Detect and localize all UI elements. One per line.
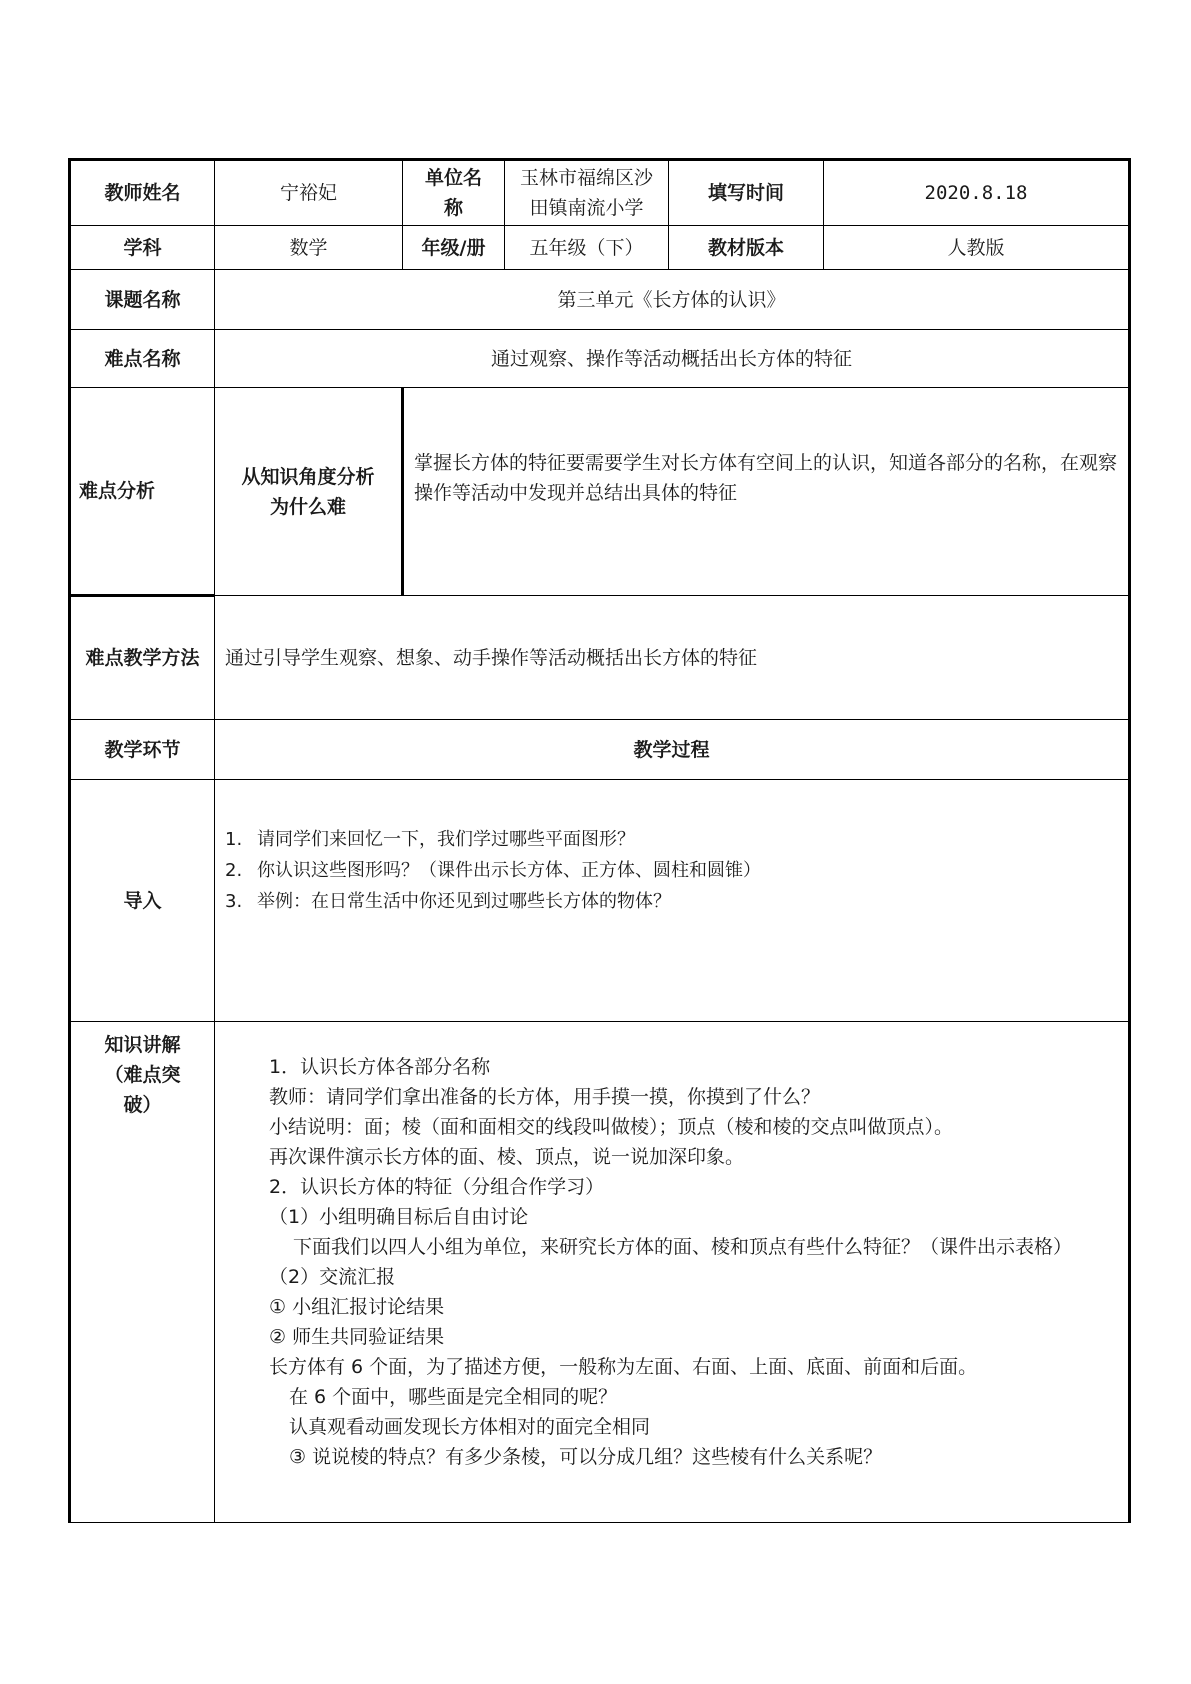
intro-item: 1. 请同学们来回忆一下，我们学过哪些平面图形？ [225,829,635,850]
analysis-label: 难点分析 [70,388,215,596]
lesson-plan-table [68,158,1131,1523]
analysis-sub-label: 从知识角度分析为什么难 [215,388,403,596]
lecture-row [70,1022,1130,1523]
analysis-value: 掌握长方体的特征要需要学生对长方体有空间上的认识，知道各部分的名称，在观察操作等活动中发现并总结出具体的特征 [403,388,1130,596]
unit-value: 玉林市福绵区沙田镇南流小学 [505,160,669,226]
lecture-line: 再次课件演示长方体的面、棱、顶点，说一说加深印象。 [269,1146,745,1168]
lecture-line: 小结说明：面；棱（面和面相交的线段叫做棱）；顶点（棱和棱的交点叫做顶点）。 [269,1116,954,1138]
method-label: 难点教学方法 [70,596,215,720]
teacher-label: 教师姓名 [70,160,215,226]
method-row [70,596,1130,720]
edition-label: 教材版本 [669,226,824,270]
lecture-line: 在 6 个面中，哪些面是完全相同的呢？ [289,1386,618,1408]
edition-value: 人教版 [824,226,1130,270]
lecture-label: 知识讲解（难点突破） [70,1022,215,1523]
intro-content [215,780,1130,1022]
subject-label: 学科 [70,226,215,270]
header-row-2 [70,226,1130,270]
header-row-1 [70,160,1130,226]
intro-item: 2. 你认识这些图形吗？（课件出示长方体、正方体、圆柱和圆锥） [225,860,761,881]
topic-value: 第三单元《长方体的认识》 [215,270,1130,330]
lecture-line: 下面我们以四人小组为单位，来研究长方体的面、棱和顶点有些什么特征？（课件出示表格） [293,1236,1073,1258]
difficulty-label: 难点名称 [70,330,215,388]
intro-label: 导入 [70,780,215,1022]
analysis-row [70,388,1130,596]
subject-value: 数学 [215,226,403,270]
lecture-line: 认真观看动画发现长方体相对的面完全相同 [289,1416,651,1438]
lecture-line: ① 小组汇报讨论结果 [269,1296,445,1318]
lecture-content [215,1022,1130,1523]
lecture-line: 教师：请同学们拿出准备的长方体，用手摸一摸，你摸到了什么？ [269,1086,821,1108]
lecture-line: （1）小组明确目标后自由讨论 [269,1206,529,1228]
topic-label: 课题名称 [70,270,215,330]
unit-label: 单位名称 [403,160,505,226]
date-label: 填写时间 [669,160,824,226]
intro-item: 3. 举例：在日常生活中你还见到过哪些长方体的物体？ [225,891,671,912]
difficulty-value: 通过观察、操作等活动概括出长方体的特征 [215,330,1130,388]
difficulty-row [70,330,1130,388]
method-value: 通过引导学生观察、想象、动手操作等活动概括出长方体的特征 [215,596,1130,720]
grade-label: 年级/册 [403,226,505,270]
lecture-line: ③ 说说棱的特点？有多少条棱，可以分成几组？这些棱有什么关系呢？ [289,1446,883,1468]
process-header-row [70,720,1130,780]
stage-label: 教学环节 [70,720,215,780]
lecture-line: 长方体有 6 个面，为了描述方便，一般称为左面、右面、上面、底面、前面和后面。 [269,1356,978,1378]
lecture-line: 2．认识长方体的特征（分组合作学习） [269,1176,605,1198]
process-label: 教学过程 [215,720,1130,780]
grade-value: 五年级（下） [505,226,669,270]
teacher-value: 宁裕妃 [215,160,403,226]
intro-row [70,780,1130,1022]
topic-row [70,270,1130,330]
lecture-line: （2）交流汇报 [269,1266,396,1288]
lecture-line: 1．认识长方体各部分名称 [269,1056,491,1078]
lecture-line: ② 师生共同验证结果 [269,1326,445,1348]
date-value: 2020.8.18 [824,160,1130,226]
